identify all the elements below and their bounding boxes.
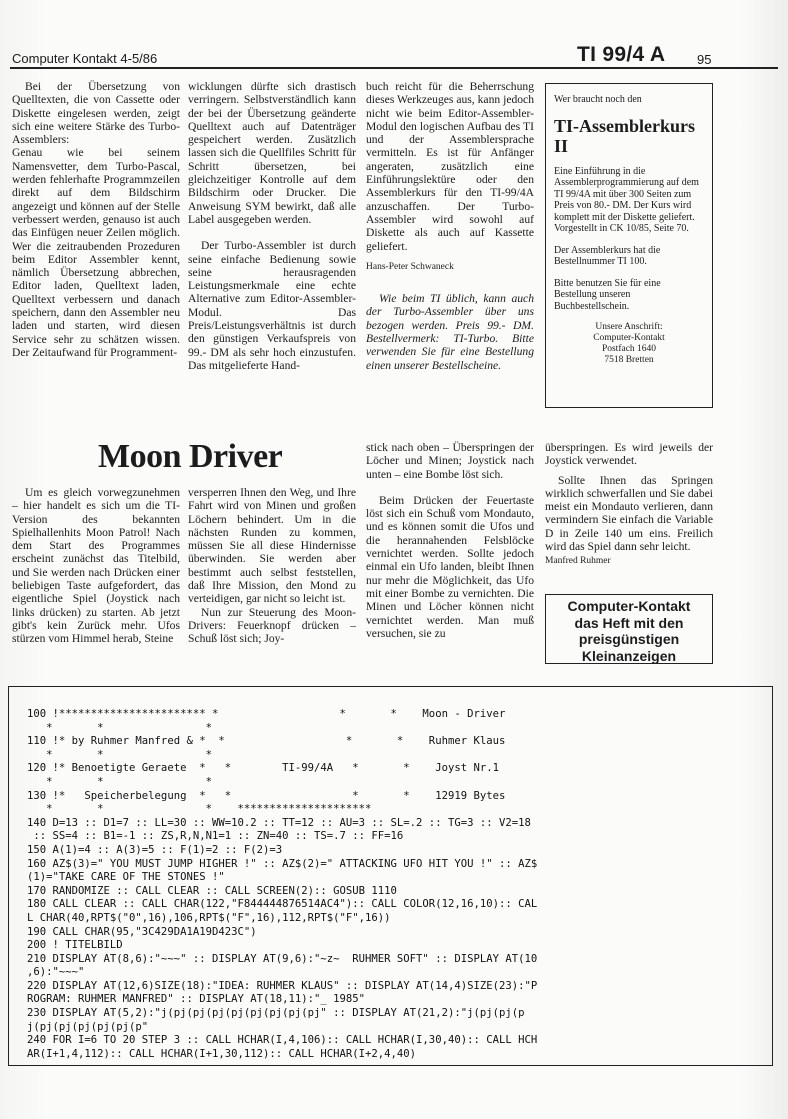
code-line: AR(I+1,4,112):: CALL HCHAR(I+1,30,112):: CALL HCHAR(I+2,4,40) <box>27 1047 417 1060</box>
program-listing <box>27 708 747 1061</box>
code-line: 230 DISPLAY AT(5,2):"j(pj(pj(pj(pj(pj(pj(pj(pj" :: DISPLAY AT(21,2):"j(pj(pj(p <box>27 1007 525 1020</box>
ad-line: das Heft mit den <box>574 614 684 631</box>
code-line: ,6):"~~~" <box>27 966 85 979</box>
article2-title: Moon Driver <box>98 438 283 475</box>
ad-line: Computer-Kontakt <box>567 598 691 614</box>
paragraph: buch reicht für die Beherrschung dieses Werkzeuges aus, kann jedoch nicht wie beim Editor-Assembler-Modul den logischen Aufbau des TI und der Assemblersprache vermitteln. Es ist für Anfänger angeraten, zusätzlich eine Einführungslektüre oder den Assemblerkurs für den TI-99/4A anzuschaffen. Der Turbo-Assembler wird sowohl auf Diskette als auch auf Kassette geliefert. <box>366 80 534 253</box>
code-line: 160 AZ$(3)=" YOU MUST JUMP HIGHER !" :: AZ$(2)=" ATTACKING UFO HIT YOU !" :: AZ$ <box>27 857 538 870</box>
address-line: 7518 Bretten <box>604 355 654 365</box>
paragraph: Nun zur Steuerung des Moon-Drivers: Feuerknopf drücken – Schuß löst sich; Joy- <box>188 605 356 646</box>
code-line: 240 FOR I=6 TO 20 STEP 3 :: CALL HCHAR(I,4,106):: CALL HCHAR(I,30,40):: CALL HCH <box>27 1034 538 1047</box>
header-rule <box>10 67 778 69</box>
paragraph: Beim Drücken der Feuertaste löst sich ein Schuß vom Mondauto, und es können somit die Ufos und die herannahenden Felsblöcke vernichtet werden. Sollte jedoch einmal ein Ufo landen, bleibt Ihnen nur mehr die Möglichkeit, das Ufo mit einer Bombe zu vernichten. Die Minen und Löcher können nicht vernichtet werden. Man muß versuchen, sie zu <box>366 493 534 640</box>
page-number: 95 <box>697 52 712 67</box>
paragraph: überspringen. Es wird jeweils der Joystick verwendet. <box>545 441 713 468</box>
box-headline: TI-Assemblerkurs II <box>554 115 696 156</box>
code-line: 220 DISPLAY AT(12,6)SIZE(18):"IDEA: RUHMER KLAUS" :: DISPLAY AT(14,4)SIZE(23):"P <box>27 979 538 992</box>
article2-column-1 <box>12 486 180 646</box>
section-title: TI 99/4 A <box>577 43 666 66</box>
classified-ad-box <box>545 594 713 664</box>
code-line: ROGRAM: RUHMER MANFRED" :: DISPLAY AT(18,11):"_ 1985" <box>27 993 366 1006</box>
code-line: 150 A(1)=4 :: A(3)=5 :: F(1)=2 :: F(2)=3 <box>27 843 283 856</box>
code-line: 190 CALL CHAR(95,"3C429DA1A19D423C") <box>27 925 257 938</box>
article2-column-2 <box>188 486 356 646</box>
code-line: * * * <box>27 721 212 734</box>
code-line: 110 !* by Ruhmer Manfred & * * * * Ruhmer Klaus <box>27 735 506 748</box>
box-text: Eine Einführung in die Assemblerprogrammierung auf dem TI 99/4A mit über 300 Seiten zum Preis von 80.- DM. Der Kurs wird komplett mit der Diskette geliefert. Vorgestellt in CK 10/85, Seite 70. <box>554 165 699 234</box>
ad-line: preisgünstigen <box>578 631 680 647</box>
paragraph: Sollte Ihnen das Springen wirklich schwerfallen und Sie dabei meist ein Mondauto verlieren, dann vermindern Sie einfach die Variable D in Zeile 140 um eins. Freilich wird das Spiel dann sehr leicht. <box>545 473 713 554</box>
code-line: 200 ! TITELBILD <box>27 939 123 952</box>
paragraph: Der Turbo-Assembler ist durch seine einfache Bedienung sowie seine herausragenden Leistungsmerkmale eine echte Alternative zum Editor-Assembler-Modul. Das Preis/Leistungsverhältnis ist durch den günstigen Verkaufspreis von 99.- DM als sehr hoch einzustufen. Das mitgelieferte Hand- <box>188 239 356 372</box>
paragraph: Um es gleich vorwegzunehmen – hier handelt es sich um die TI-Version des bekannten Spielhallenhits Moon Patrol! Nach dem Start des Programmes erscheint zunächst das Titelbild, und Sie werden nach Drücken einer beliebigen Taste aufgefordert, das eigentliche Spiel (Joystick nach links drücken) zu starten. Ab jetzt gibt's kein Zurück mehr. Ufos stürzen vom Himmel herab, Steine <box>12 486 180 646</box>
code-line: 140 D=13 :: D1=7 :: LL=30 :: WW=10.2 :: TT=12 :: AU=3 :: SL=.2 :: TG=3 :: V2=18 <box>27 816 531 829</box>
address-line: Computer-Kontakt <box>593 333 665 343</box>
code-line: 120 !* Benoetigte Geraete * * TI-99/4A * * Joyst Nr.1 <box>27 762 499 775</box>
ad-line: Kleinanzeigen <box>581 647 677 664</box>
article1-column-3 <box>366 80 534 372</box>
assembler-course-box <box>545 83 713 408</box>
magazine-issue-header: Computer Kontakt 4-5/86 <box>12 51 158 66</box>
paragraph: Genau wie bei seinem Namensvetter, dem Turbo-Pascal, werden fehlerhafte Programmzeilen direkt auf dem Bildschirm angezeigt und können auf der Stelle verbessert werden, genauso ist auch das Einfügen neuer Zeilen möglich. Wer die zeitraubenden Prozeduren beim Editor Assembler kennt, nämlich Übersetzung abbrechen, Editor laden, Quelltext laden, Quelltext verbessern und danach speichern, dann den Assembler neu laden und starten, wird diesen Service sehr zu schätzen wissen. Der Zeitaufwand für Programment- <box>12 146 180 359</box>
order-note: Wie beim TI üblich, kann auch der Turbo-Assembler über uns bezogen werden. Preis 99.- DM. Bestellvermerk: TI-Turbo. Bitte verwenden Sie für eine Bestellung einen unserer Bestellscheine. <box>366 292 534 372</box>
code-line: * * * <box>27 775 212 788</box>
code-line: 170 RANDOMIZE :: CALL CLEAR :: CALL SCREEN(2):: GOSUB 1110 <box>27 884 397 897</box>
code-line: * * * <box>27 748 212 761</box>
article2-column-4 <box>545 441 713 569</box>
code-line: :: SS=4 :: B1=-1 :: ZS,R,N,N1=1 :: ZN=40 :: TS=.7 :: FF=16 <box>27 830 404 843</box>
code-line: 210 DISPLAY AT(8,6):"~~~" :: DISPLAY AT(9,6):"~z~ RUHMER SOFT" :: DISPLAY AT(10 <box>27 952 538 965</box>
code-line: * * * ********************* <box>27 803 372 816</box>
paragraph: Bei der Übersetzung von Quelltexten, die von Cassette oder Diskette eingelesen werden, zeigt sich eine weitere Stärke des Turbo-Assemblers: <box>12 80 180 147</box>
code-line: L CHAR(40,RPT$("0",16),106,RPT$("F",16),112,RPT$("F",16)) <box>27 911 391 924</box>
article1-column-2 <box>188 80 356 372</box>
box-text: Bitte benutzen Sie für eine Bestellung unseren Buchbestellschein. <box>554 277 661 312</box>
box-text: Der Assemblerkurs hat die Bestellnummer TI 100. <box>554 244 661 267</box>
code-line: j(pj(pj(pj(pj(pj(p" <box>27 1020 149 1033</box>
paragraph: stick nach oben – Überspringen der Löcher und Minen; Joystick nach unten – eine Bombe löst sich. <box>366 441 534 481</box>
code-line: 130 !* Speicherbelegung * * * * 12919 Bytes <box>27 789 506 802</box>
address-block <box>554 322 704 366</box>
code-line: (1)="TAKE CARE OF THE STONES !" <box>27 871 225 884</box>
article1-column-1 <box>12 80 180 359</box>
paragraph: wicklungen dürfte sich drastisch verringern. Selbstverständlich kann der bei der Übersetzung geänderte Quelltext auch auf Datenträger gespeichert werden. Zusätzlich lassen sich die Quellfiles Schritt für Schritt übersetzen, bei gleichzeitiger Kontrolle auf dem Bildschirm oder Drucker. Die Anweisung SYM bewirkt, daß alle Label ausgegeben werden. <box>188 80 356 226</box>
code-line: 180 CALL CLEAR :: CALL CHAR(122,"F844444876514AC4"):: CALL COLOR(12,16,10):: CAL <box>27 898 538 911</box>
author-signature: Manfred Ruhmer <box>545 556 611 567</box>
paragraph: versperren Ihnen den Weg, und Ihre Fahrt wird von Minen und großen Löchern behindert. Um in die nächsten Runden zu kommen, müssen Sie all diese Hindernisse überwinden. Sie werden aber bestimmt auch selbst feststellen, daß Ihre Mission, den Mond zu verteidigen, gar nicht so leicht ist. <box>188 486 356 606</box>
address-line: Postfach 1640 <box>601 344 657 354</box>
code-line: 100 !*********************** * * * Moon - Driver <box>27 708 506 720</box>
address-label: Unsere Anschrift: <box>595 322 663 332</box>
box-intro: Wer braucht noch den <box>554 94 642 105</box>
article2-column-3 <box>366 441 534 640</box>
author-signature: Hans-Peter Schwaneck <box>366 261 454 272</box>
